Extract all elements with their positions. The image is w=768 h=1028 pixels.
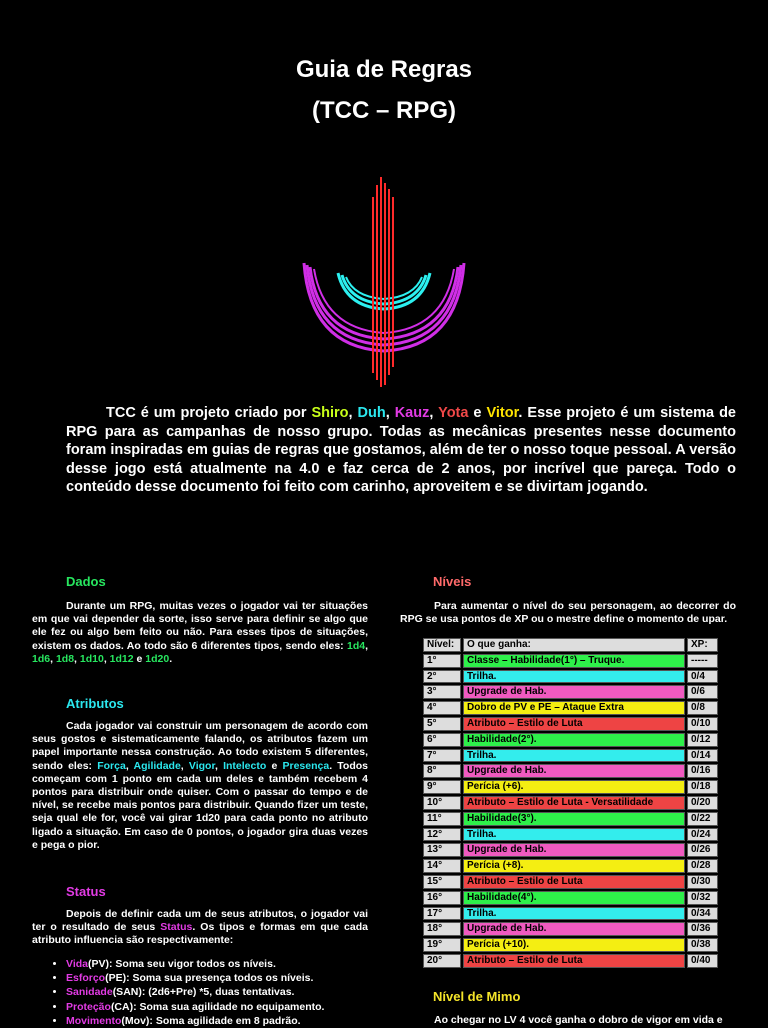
dice-1d8: 1d8 — [55, 652, 75, 665]
author-vitor: Vitor — [486, 405, 519, 421]
dice-1d20: 1d20 — [145, 652, 170, 665]
level-number: 15° — [423, 875, 461, 889]
sep: , — [385, 405, 395, 421]
intro-text-rest: . Esse projeto é um sistema de RPG para as campanhas de nosso grupo. Todas as mecânicas presentes nesse documento foram inspiradas em guias de regras que gostamos, além de ter o nosso toque pessoal. A versão desse jogo está atualmente na 4.0 e faz cerca de 2 anos, por incrível que pareça. Todo o conteúdo desse documento foi feito com carinho, aproveitem e se divirtam jogando. — [66, 405, 737, 495]
level-number: 16° — [423, 891, 461, 905]
atributos-text: Cada jogador vai construir um personagem de acordo com seus gostos e sistematicamente falando, os atributos fazem um papel importante nessa construção. Ao todo existem 5 diferentes, sendo eles: — [32, 720, 368, 772]
level-xp: ----- — [687, 654, 718, 668]
level-xp: 0/26 — [687, 843, 718, 857]
status-text-2: . Os tipos e formas em que cada atributo influencia são respectivamente: — [32, 921, 368, 947]
status-name: Esforço — [66, 972, 106, 985]
table-row — [423, 938, 718, 952]
level-number: 7° — [423, 749, 461, 763]
attr-presenca: Presença — [282, 759, 330, 772]
list-item — [66, 971, 386, 985]
level-number: 9° — [423, 780, 461, 794]
level-number: 18° — [423, 922, 461, 936]
level-number: 14° — [423, 859, 461, 873]
dice-1d12: 1d12 — [109, 652, 134, 665]
level-gain: Trilha. — [463, 828, 685, 842]
level-number: 8° — [423, 764, 461, 778]
heading-mimo: Nível de Mimo — [433, 989, 521, 1004]
table-row — [423, 685, 718, 699]
intro-text: TCC é um projeto criado por — [106, 405, 312, 421]
list-item — [66, 985, 386, 999]
mimo-text: Ao chegar no LV 4 você ganha o dobro de vigor em vida e — [434, 1014, 723, 1026]
level-xp: 0/36 — [687, 922, 718, 936]
level-number: 1° — [423, 654, 461, 668]
status-desc: (PV): Soma seu vigor todos os níveis. — [87, 958, 276, 970]
level-gain: Perícia (+8). — [463, 859, 685, 873]
status-name: Vida — [66, 958, 88, 970]
level-number: 19° — [423, 938, 461, 952]
dados-paragraph: Durante um RPG, muitas vezes o jogador vai ter situações em que vai depender da sorte, isso serve para definir se algo que ele fez ou algo bem feito ou não. Para esses tipos de situações, existem os dados. Ao todo são 6 diferentes tipos, sendo eles: 1d4, 1d6, 1d8, 1d10, 1d12 e 1d20. — [32, 600, 368, 665]
table-row — [423, 828, 718, 842]
level-xp: 0/34 — [687, 907, 718, 921]
level-gain: Upgrade de Hab. — [463, 843, 685, 857]
level-xp: 0/12 — [687, 733, 718, 747]
level-xp: 0/10 — [687, 717, 718, 731]
tcc-logo — [280, 175, 490, 390]
level-number: 10° — [423, 796, 461, 810]
status-name: Sanidade — [66, 986, 113, 999]
table-row — [423, 907, 718, 921]
level-gain: Habilidade(3°). — [463, 812, 685, 826]
level-xp: 0/32 — [687, 891, 718, 905]
level-xp: 0/16 — [687, 764, 718, 778]
header-ganha: O que ganha: — [463, 638, 685, 652]
sep: e — [133, 652, 146, 665]
dice-1d10: 1d10 — [79, 652, 104, 665]
table-row — [423, 780, 718, 794]
niveis-text: Para aumentar o nível do seu personagem, ao decorrer do RPG se usa pontos de XP ou o mestre define o momento de upar. — [400, 600, 736, 626]
level-xp: 0/40 — [687, 954, 718, 968]
sep: e — [468, 405, 487, 421]
level-gain: Atributo – Estilo de Luta — [463, 875, 685, 889]
level-number: 13° — [423, 843, 461, 857]
level-gain: Trilha. — [463, 670, 685, 684]
table-row — [423, 859, 718, 873]
level-xp: 0/24 — [687, 828, 718, 842]
table-row — [423, 843, 718, 857]
status-text: Depois de definir cada um de seus atributos, o jogador vai ter o resultado de seus — [32, 908, 368, 934]
attr-forca: Força — [97, 759, 126, 772]
level-xp: 0/38 — [687, 938, 718, 952]
heading-dados: Dados — [66, 574, 106, 589]
mimo-paragraph — [400, 1014, 740, 1027]
status-desc: (PE): Soma sua presença todos os níveis. — [105, 972, 314, 985]
table-row — [423, 749, 718, 763]
table-row — [423, 954, 718, 968]
level-xp: 0/20 — [687, 796, 718, 810]
level-xp: 0/4 — [687, 670, 718, 684]
level-number: 17° — [423, 907, 461, 921]
heading-atributos: Atributos — [66, 696, 124, 711]
table-row — [423, 922, 718, 936]
level-gain: Habilidade(4°). — [463, 891, 685, 905]
table-row — [423, 812, 718, 826]
level-xp: 0/8 — [687, 701, 718, 715]
heading-status: Status — [66, 884, 106, 899]
table-row — [423, 654, 718, 668]
level-gain: Perícia (+10). — [463, 938, 685, 952]
status-keyword: Status — [160, 921, 193, 934]
level-gain: Upgrade de Hab. — [463, 685, 685, 699]
status-name: Proteção — [66, 1000, 111, 1013]
attr-vigor: Vigor — [188, 759, 215, 772]
level-gain: Upgrade de Hab. — [463, 764, 685, 778]
level-gain: Dobro de PV e PE – Ataque Extra — [463, 701, 685, 715]
status-name: Movimento — [66, 1014, 122, 1027]
status-paragraph — [32, 908, 368, 948]
list-item — [66, 1014, 386, 1028]
attr-intelecto: Intelecto — [223, 759, 267, 772]
table-row — [423, 875, 718, 889]
status-desc: (CA): Soma sua agilidade no equipamento. — [110, 1000, 325, 1013]
level-number: 11° — [423, 812, 461, 826]
dice-1d6: 1d6 — [32, 652, 51, 665]
status-list — [50, 957, 386, 1028]
level-gain: Perícia (+6). — [463, 780, 685, 794]
sep: , — [429, 405, 439, 421]
level-gain: Atributo – Estilo de Luta — [463, 717, 685, 731]
header-nivel: Nível: — [423, 638, 461, 652]
level-gain: Trilha. — [463, 749, 685, 763]
author-yota: Yota — [438, 405, 469, 421]
level-xp: 0/28 — [687, 859, 718, 873]
level-number: 6° — [423, 733, 461, 747]
status-desc: (Mov): Soma agilidade em 8 padrão. — [121, 1014, 301, 1027]
dice-1d4: 1d4 — [346, 639, 366, 652]
author-duh: Duh — [357, 405, 386, 421]
level-xp: 0/6 — [687, 685, 718, 699]
level-number: 4° — [423, 701, 461, 715]
atributos-text-2: . Todos começam com 1 ponto em cada um deles e também recebem 4 pontos para distribuir onde quiser. Com o passar do tempo e de nível, se recebe mais pontos para distribuir. Quando fizer um teste, seja qual ele for, você vai girar 1d20 para cada ponto no atributo ligado a situação. Em caso de 0 pontos, o jogador gira duas vezes e pega o pior. — [32, 759, 368, 851]
level-number: 20° — [423, 954, 461, 968]
levels-table — [421, 636, 720, 970]
level-xp: 0/14 — [687, 749, 718, 763]
levels-header-row — [423, 638, 718, 652]
table-row — [423, 796, 718, 810]
author-kauz: Kauz — [394, 405, 430, 421]
level-xp: 0/22 — [687, 812, 718, 826]
intro-paragraph — [66, 404, 736, 497]
level-number: 3° — [423, 685, 461, 699]
table-row — [423, 717, 718, 731]
table-row — [423, 701, 718, 715]
status-desc: (SAN): (2d6+Pre) *5, duas tentativas. — [112, 986, 295, 999]
author-shiro: Shiro — [311, 405, 349, 421]
atributos-paragraph: Cada jogador vai construir um personagem de acordo com seus gostos e sistematicamente falando, os atributos fazem um papel importante nessa construção. Ao todo existem 5 diferentes, sendo eles: Força, Agilidade, Vigor, Intelecto e Presença. Todos começam com 1 ponto em cada um deles e também recebem 4 pontos para distribuir onde quiser. Com o passar do tempo e de nível, se recebe mais pontos para distribuir. Quando fizer um teste, seja qual ele for, você vai girar 1d20 para cada ponto no atributo ligado a situação. Em caso de 0 pontos, o jogador gira duas vezes e pega o pior. — [32, 720, 368, 851]
niveis-paragraph — [400, 600, 736, 626]
dados-text: Durante um RPG, muitas vezes o jogador vai ter situações em que vai depender da sorte, isso serve para definir se algo que ele fez ou algo bem feito ou não. Para esses tipos de situações, existem os dados. Ao todo são 6 diferentes tipos, sendo eles: — [32, 600, 368, 652]
level-xp: 0/30 — [687, 875, 718, 889]
title-line-1: Guia de Regras — [295, 56, 473, 83]
level-gain: Atributo – Estilo de Luta - Versatilidade — [463, 796, 685, 810]
list-item — [66, 957, 386, 971]
header-xp: XP: — [687, 638, 718, 652]
list-item — [66, 1000, 386, 1014]
heading-niveis: Níveis — [433, 574, 472, 589]
table-row — [423, 764, 718, 778]
level-gain: Upgrade de Hab. — [463, 922, 685, 936]
table-row — [423, 733, 718, 747]
sep: . — [169, 652, 173, 665]
level-gain: Classe – Habilidade(1°) – Truque. — [463, 654, 685, 668]
sep: , — [348, 405, 358, 421]
level-gain: Trilha. — [463, 907, 685, 921]
level-gain: Atributo – Estilo de Luta — [463, 954, 685, 968]
table-row — [423, 891, 718, 905]
table-row — [423, 670, 718, 684]
level-number: 5° — [423, 717, 461, 731]
level-number: 12° — [423, 828, 461, 842]
level-xp: 0/18 — [687, 780, 718, 794]
level-gain: Habilidade(2°). — [463, 733, 685, 747]
title-line-2: (TCC – RPG) — [312, 97, 456, 124]
attr-agilidade: Agilidade — [133, 759, 181, 772]
level-number: 2° — [423, 670, 461, 684]
